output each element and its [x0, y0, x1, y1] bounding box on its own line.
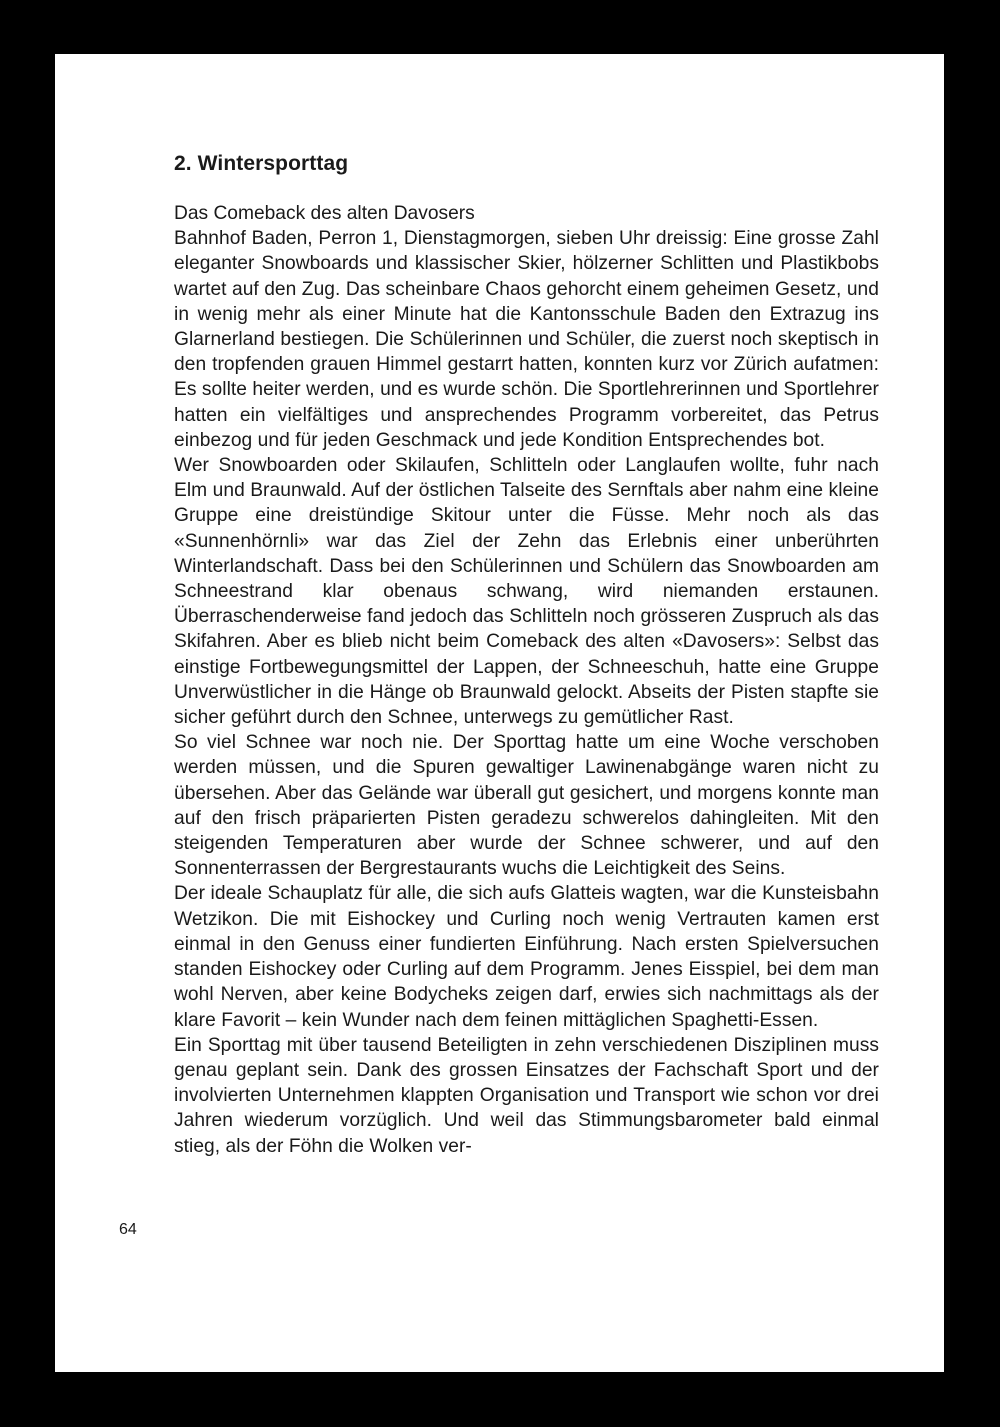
- article-subtitle: Das Comeback des alten Davosers: [174, 203, 475, 224]
- paragraph-2: Wer Snowboarden oder Skilaufen, Schlitteln oder Langlaufen wollte, fuhr nach Elm und Braunwald. Auf der östlichen Talseite des Sernftals aber nahm eine kleine Gruppe eine dreistündige Skitour unter die Füsse. Mehr noch als das «Sunnenhörnli» war das Ziel der Zehn das Erlebnis einer unberührten Winterlandschaft. Dass bei den Schülerinnen und Schülern das Snowboarden am Schneestrand klar obenaus schwang, wird niemanden erstaunen. Überraschenderweise fand jedoch das Schlitteln noch grösseren Zuspruch als das Skifahren. Aber es blieb nicht beim Comeback des alten «Davosers»: Selbst das einstige Fortbewegungsmittel der Lappen, der Schneeschuh, hatte eine Gruppe Unverwüstlicher in die Hänge ob Braunwald gelockt. Abseits der Pisten stapfte sie sicher geführt durch den Schnee, unterwegs zu gemütlicher Rast.: [174, 455, 879, 729]
- paragraph-1: Bahnhof Baden, Perron 1, Dienstagmorgen, sieben Uhr dreissig: Eine grosse Zahl eleganter Snowboards und klassischer Skier, hölzerner Schlitten und Plastikbobs wartet auf den Zug. Das scheinbare Chaos gehorcht einem geheimen Gesetz, und in wenig mehr als einer Minute hat die Kantonsschule Baden den Extrazug ins Glarnerland bestiegen. Die Schülerinnen und Schüler, die zuerst noch skeptisch in den tropfenden grauen Himmel gestarrt hatten, konnten kurz vor Zürich aufatmen: Es sollte heiter werden, und es wurde schön. Die Sportlehrerinnen und Sportlehrer hatten ein vielfältiges und ansprechendes Programm vorbereitet, das Petrus einbezog und für jeden Geschmack und jede Kondition Entsprechendes bot.: [174, 228, 879, 451]
- paragraph-5: Ein Sporttag mit über tausend Beteiligten in zehn verschiedenen Disziplinen muss genau geplant sein. Dank des grossen Einsatzes der Fachschaft Sport und der involvierten Unternehmen klappten Organisation und Transport wie schon vor drei Jahren wiederum vorzüglich. Und weil das Stimmungsbarometer bald einmal stieg, als der Föhn die Wolken ver-: [174, 1034, 879, 1157]
- paragraph-4: Der ideale Schauplatz für alle, die sich aufs Glatteis wagten, war die Kunsteisbahn Wetzikon. Die mit Eishockey und Curling noch wenig Vertrauten kamen erst einmal in den Genuss einer fundierten Einführung. Nach ersten Spielversuchen standen Eishockey oder Curling auf dem Programm. Jenes Eisspiel, bei dem man wohl Nerven, aber keine Bodycheks zeigen darf, erwies sich nachmittags als der klare Favorit – kein Wunder nach dem feinen mittäglichen Spaghetti-Essen.: [174, 883, 879, 1031]
- page-number: 64: [119, 1221, 137, 1238]
- document-page: [55, 54, 944, 1372]
- paragraph-3: So viel Schnee war noch nie. Der Sporttag hatte um eine Woche verschoben werden müssen, und die Spuren gewaltiger Lawinenabgänge waren nicht zu übersehen. Aber das Gelände war überall gut gesichert, und morgens konnte man auf den frisch präparierten Pisten geradezu schwerelos dahingleiten. Mit den steigenden Temperaturen aber wurde der Schnee schwerer, und auf den Sonnenterrassen der Bergrestaurants wuchs die Leichtigkeit des Seins.: [174, 732, 879, 880]
- section-heading: 2. Wintersporttag: [174, 152, 349, 175]
- article-body: [174, 150, 879, 1159]
